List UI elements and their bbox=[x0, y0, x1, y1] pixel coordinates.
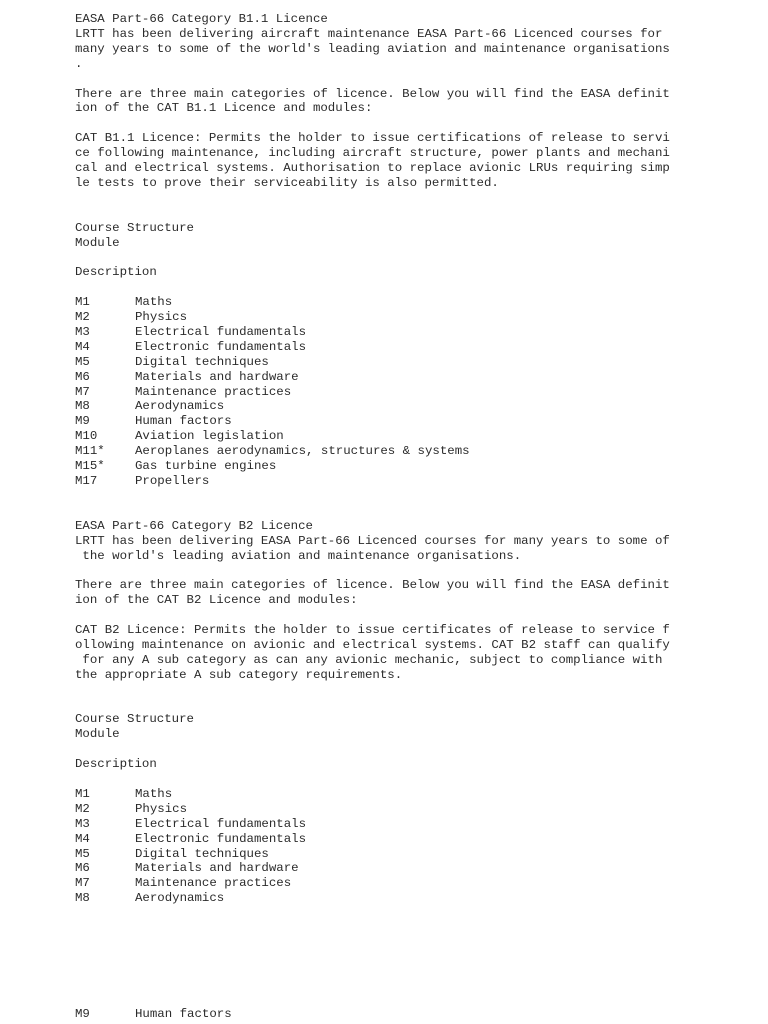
module-name: Electrical fundamentals bbox=[135, 324, 307, 339]
module-name: Gas turbine engines bbox=[135, 459, 277, 474]
module-row bbox=[75, 414, 685, 429]
course-structure-label: Course Structure bbox=[75, 712, 194, 727]
module-code: M3 bbox=[75, 324, 90, 339]
module-name: Propellers bbox=[135, 474, 210, 488]
module-name: Materials and hardware bbox=[135, 861, 299, 876]
module-name: Aerodynamics bbox=[135, 891, 225, 906]
module-code: M1 bbox=[75, 786, 90, 801]
module-row bbox=[75, 1007, 685, 1022]
section-b2 bbox=[75, 519, 685, 906]
module-row bbox=[75, 891, 685, 906]
module-code: M5 bbox=[75, 354, 90, 369]
module-code: M3 bbox=[75, 816, 90, 831]
module-name: Physics bbox=[135, 310, 188, 325]
module-list bbox=[75, 787, 685, 906]
categories-line: ion of the CAT B1.1 Licence and modules: bbox=[75, 101, 373, 116]
licence-line: CAT B2 Licence: Permits the holder to issue certificates of release to service f bbox=[75, 623, 670, 637]
licence-line: le tests to prove their serviceability is also permitted. bbox=[75, 175, 499, 190]
module-row bbox=[75, 444, 685, 459]
module-name: Human factors bbox=[135, 1007, 232, 1021]
module-row bbox=[75, 325, 685, 340]
module-row bbox=[75, 817, 685, 832]
module-code: M7 bbox=[75, 876, 90, 891]
description-label: Description bbox=[75, 265, 157, 280]
module-list-continued bbox=[75, 1007, 685, 1022]
module-row bbox=[75, 310, 685, 325]
licence-line: for any A sub category as can any avionic mechanic, subject to compliance with bbox=[75, 652, 663, 667]
description-label: Description bbox=[75, 757, 157, 772]
categories-line: There are three main categories of licence. Below you will find the EASA definit bbox=[75, 86, 670, 101]
module-list bbox=[75, 295, 685, 489]
module-code: M5 bbox=[75, 846, 90, 861]
licence-line: the appropriate A sub category requirements. bbox=[75, 667, 403, 682]
module-row bbox=[75, 474, 685, 489]
module-code: M8 bbox=[75, 399, 90, 414]
intro-line: LRTT has been delivering EASA Part-66 Licenced courses for many years to some of bbox=[75, 533, 670, 548]
module-code: M6 bbox=[75, 369, 90, 384]
module-row bbox=[75, 340, 685, 355]
module-row bbox=[75, 429, 685, 444]
module-code: M2 bbox=[75, 801, 90, 816]
intro-line: . bbox=[75, 56, 83, 71]
module-name: Aviation legislation bbox=[135, 429, 284, 444]
intro-line: many years to some of the world's leading aviation and maintenance organisations bbox=[75, 41, 670, 56]
course-structure-label: Course Structure bbox=[75, 220, 194, 235]
module-row bbox=[75, 832, 685, 847]
licence-line: cal and electrical systems. Authorisation to replace avionic LRUs requiring simp bbox=[75, 161, 670, 176]
intro-line: LRTT has been delivering aircraft maintenance EASA Part-66 Licenced courses for bbox=[75, 26, 663, 41]
module-row bbox=[75, 385, 685, 400]
module-code: M17 bbox=[75, 474, 98, 488]
module-name: Materials and hardware bbox=[135, 369, 299, 384]
licence-line: ollowing maintenance on avionic and electrical systems. CAT B2 staff can qualify bbox=[75, 637, 670, 652]
categories-line: ion of the CAT B2 Licence and modules: bbox=[75, 593, 358, 608]
module-code: M1 bbox=[75, 295, 90, 310]
module-name: Physics bbox=[135, 801, 188, 816]
module-code: M4 bbox=[75, 831, 90, 846]
module-name: Electronic fundamentals bbox=[135, 831, 307, 846]
module-name: Maths bbox=[135, 786, 173, 801]
module-name: Maths bbox=[135, 295, 173, 310]
intro-line: the world's leading aviation and maintenance organisations. bbox=[75, 548, 522, 563]
module-row bbox=[75, 802, 685, 817]
module-code: M9 bbox=[75, 414, 90, 429]
module-row bbox=[75, 847, 685, 862]
module-row bbox=[75, 370, 685, 385]
module-code: M8 bbox=[75, 891, 90, 906]
module-code: M6 bbox=[75, 861, 90, 876]
module-row bbox=[75, 459, 685, 474]
module-label: Module bbox=[75, 727, 120, 742]
module-row bbox=[75, 787, 685, 802]
module-row bbox=[75, 355, 685, 370]
module-name: Digital techniques bbox=[135, 846, 269, 861]
module-row bbox=[75, 295, 685, 310]
licence-line: CAT B1.1 Licence: Permits the holder to issue certifications of release to servi bbox=[75, 131, 670, 146]
module-code: M10 bbox=[75, 429, 98, 444]
document-page bbox=[75, 12, 685, 906]
module-row bbox=[75, 399, 685, 414]
module-name: Electrical fundamentals bbox=[135, 816, 307, 831]
module-code: M11* bbox=[75, 444, 105, 459]
module-row bbox=[75, 861, 685, 876]
module-code: M2 bbox=[75, 310, 90, 325]
module-name: Digital techniques bbox=[135, 354, 269, 369]
section-b1-1 bbox=[75, 12, 685, 489]
module-name: Maintenance practices bbox=[135, 876, 292, 891]
licence-line: ce following maintenance, including aircraft structure, power plants and mechani bbox=[75, 146, 670, 161]
module-name: Electronic fundamentals bbox=[135, 339, 307, 354]
module-name: Aeroplanes aerodynamics, structures & systems bbox=[135, 444, 470, 459]
module-code: M4 bbox=[75, 339, 90, 354]
module-name: Human factors bbox=[135, 414, 232, 429]
module-row bbox=[75, 876, 685, 891]
module-code: M7 bbox=[75, 384, 90, 399]
section-heading: EASA Part-66 Category B2 Licence bbox=[75, 518, 313, 533]
section-heading: EASA Part-66 Category B1.1 Licence bbox=[75, 12, 328, 26]
categories-line: There are three main categories of licence. Below you will find the EASA definit bbox=[75, 578, 670, 593]
module-name: Maintenance practices bbox=[135, 384, 292, 399]
module-code: M9 bbox=[75, 1007, 90, 1021]
module-name: Aerodynamics bbox=[135, 399, 225, 414]
module-code: M15* bbox=[75, 459, 105, 474]
module-label: Module bbox=[75, 235, 120, 250]
